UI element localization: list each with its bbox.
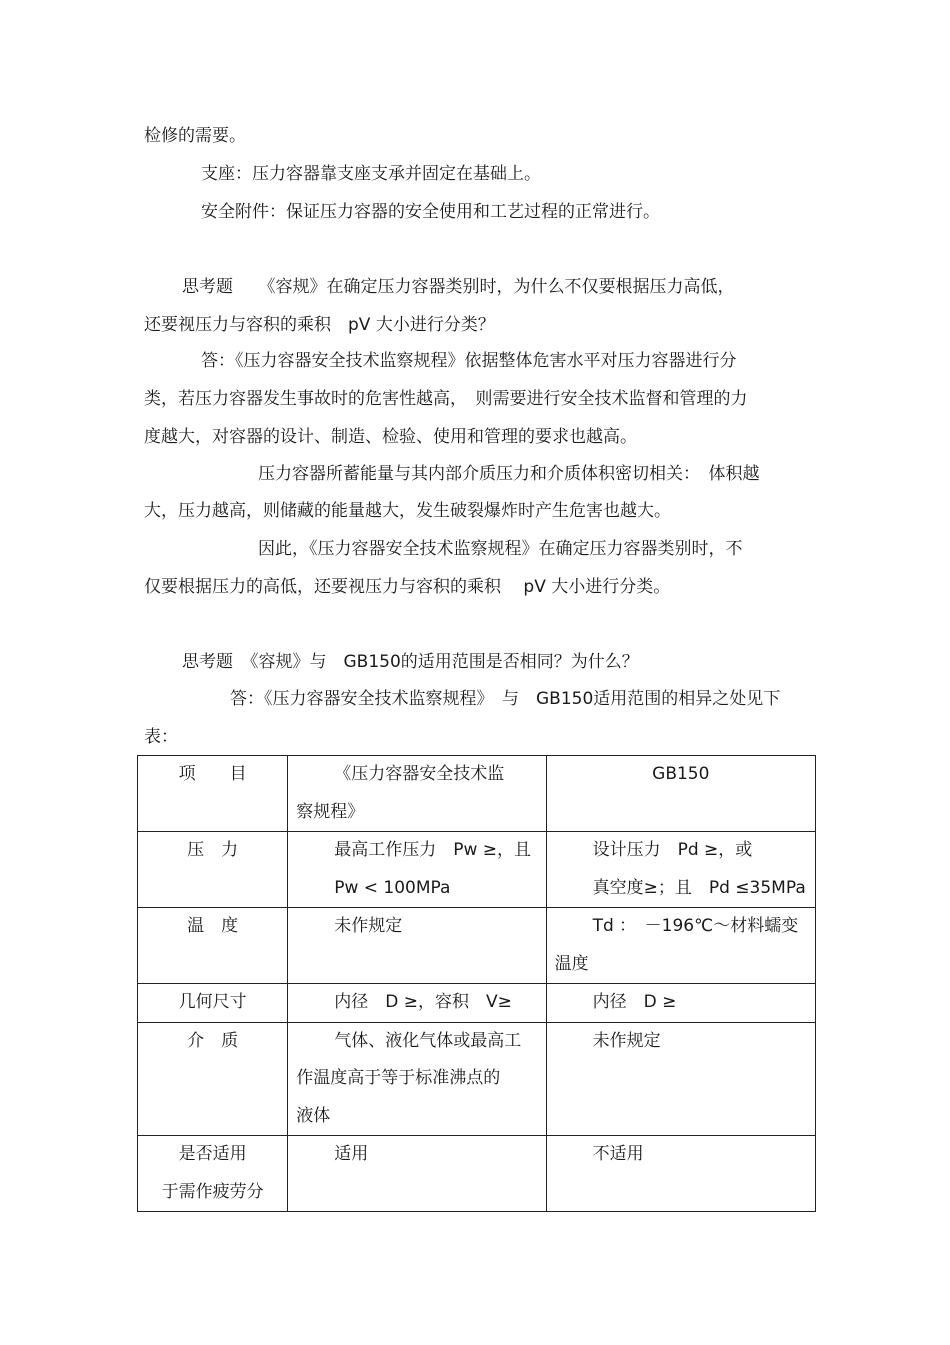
table-header-cell: 《压力容器安全技术监 察规程》 bbox=[288, 756, 546, 832]
comparison-table bbox=[137, 755, 816, 1212]
question-line: 思考题 《容规》在确定压力容器类别时，为什么不仅要根据压力高低， bbox=[182, 277, 735, 297]
table-cell: 是否适用 于需作疲劳分 bbox=[138, 1136, 288, 1212]
question-line: 还要视压力与容积的乘积 pV 大小进行分类？ bbox=[144, 315, 495, 335]
table-cell: 几何尺寸 bbox=[138, 984, 288, 1023]
answer-line: 类，若压力容器发生事故时的危害性越高， 则需要进行安全技术监督和管理的力 bbox=[144, 389, 748, 409]
table-header-row bbox=[138, 756, 816, 832]
answer-line: 表： bbox=[144, 727, 178, 747]
paragraph-line: 支座：压力容器靠支座支承并固定在基础上。 bbox=[201, 164, 541, 184]
table-row bbox=[138, 832, 816, 908]
paragraph-line: 检修的需要。 bbox=[144, 126, 246, 146]
table-cell: 温 度 bbox=[138, 908, 288, 984]
answer-line: 压力容器所蓄能量与其内部介质压力和介质体积密切相关： 体积越 bbox=[258, 464, 760, 484]
answer-line: 度越大，对容器的设计、制造、检验、使用和管理的要求也越高。 bbox=[144, 427, 637, 447]
table-cell: 不适用 bbox=[546, 1136, 815, 1212]
answer-line: 因此，《压力容器安全技术监察规程》在确定压力容器类别时，不 bbox=[258, 539, 743, 559]
table-cell: 设计压力 Pd ≥，或 真空度≥；且 Pd ≤35MPa bbox=[546, 832, 815, 908]
answer-line: 答：《压力容器安全技术监察规程》依据整体危害水平对压力容器进行分 bbox=[201, 351, 737, 371]
table-row bbox=[138, 1136, 816, 1212]
paragraph-line: 安全附件：保证压力容器的安全使用和工艺过程的正常进行。 bbox=[201, 202, 660, 222]
table-cell: 内径 D ≥ bbox=[546, 984, 815, 1023]
question-line: 思考题 《容规》与 GB150的适用范围是否相同？为什么？ bbox=[182, 652, 639, 672]
table-header-cell: 项 目 bbox=[138, 756, 288, 832]
table-cell: 适用 bbox=[288, 1136, 546, 1212]
table-cell: 最高工作压力 Pw ≥，且 Pw < 100MPa bbox=[288, 832, 546, 908]
table-row bbox=[138, 984, 816, 1023]
table-cell: 气体、液化气体或最高工 作温度高于等于标准沸点的 液体 bbox=[288, 1022, 546, 1136]
table-row bbox=[138, 908, 816, 984]
table-row bbox=[138, 1022, 816, 1136]
table-cell: 未作规定 bbox=[546, 1022, 815, 1136]
table-cell: Td ： －196℃～材料蠕变 温度 bbox=[546, 908, 815, 984]
table-cell: 压 力 bbox=[138, 832, 288, 908]
answer-line: 大，压力越高，则储藏的能量越大，发生破裂爆炸时产生危害也越大。 bbox=[144, 501, 671, 521]
table-cell: 未作规定 bbox=[288, 908, 546, 984]
answer-line: 仅要根据压力的高低，还要视压力与容积的乘积 pV 大小进行分类。 bbox=[144, 577, 671, 597]
table-header-cell: GB150 bbox=[546, 756, 815, 832]
answer-line: 答：《压力容器安全技术监察规程》 与 GB150适用范围的相异之处见下 bbox=[230, 689, 781, 709]
table-cell: 介 质 bbox=[138, 1022, 288, 1136]
table-cell: 内径 D ≥，容积 V≥ bbox=[288, 984, 546, 1023]
